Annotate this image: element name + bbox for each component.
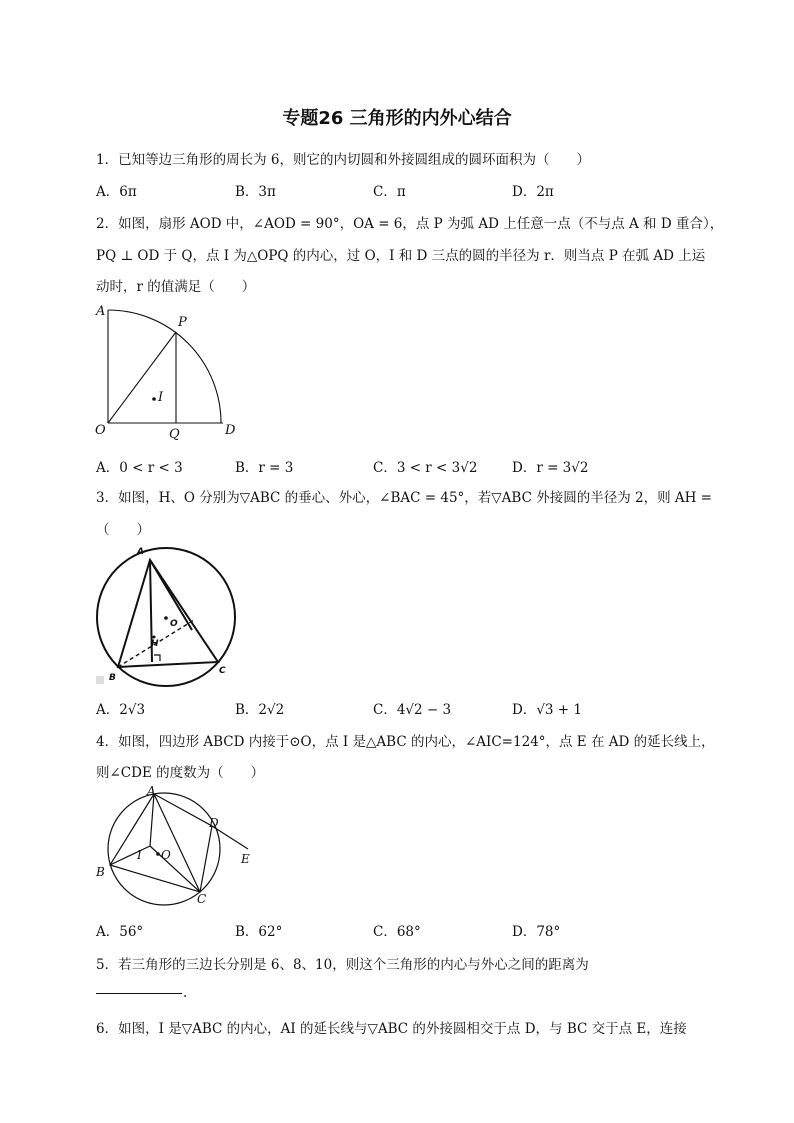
q2-label-q: Q bbox=[169, 427, 180, 442]
q4-label-o: O bbox=[161, 848, 171, 862]
q3-option-d: D．√3 + 1 bbox=[512, 702, 582, 718]
q1-option-c: C．π bbox=[373, 184, 406, 200]
page-title: 专题26 三角形的内外心结合 bbox=[282, 108, 512, 129]
q3-line-1: 3．如图，H、O 分别为▽ABC 的垂心、外心，∠BAC = 45°，若▽ABC 外接圆的半径为 2，则 AH = bbox=[96, 490, 712, 506]
q4-option-c: C．68° bbox=[373, 924, 421, 940]
q4-label-d: D bbox=[209, 816, 219, 830]
q2-point-i bbox=[152, 397, 156, 401]
q4-circle-figure bbox=[94, 785, 258, 907]
q5-stem: 5．若三角形的三边长分别是 6、8、10，则这个三角形的内心与外心之间的距离为 bbox=[96, 957, 589, 973]
q3-label-h: H bbox=[151, 639, 159, 649]
q2-label-i: I bbox=[158, 390, 164, 405]
q4-segment-ai bbox=[150, 794, 154, 846]
q6-stem: 6．如图，I 是▽ABC 的内心，AI 的延长线与▽ABC 的外接圆相交于点 D，与 BC 交于点 E，连接 bbox=[96, 1021, 687, 1037]
q3-label-c: C bbox=[219, 666, 226, 676]
q4-label-i: I bbox=[137, 848, 142, 862]
q4-label-a: A bbox=[147, 785, 156, 798]
q2-label-p: P bbox=[178, 315, 187, 330]
q3-right-angle-mark bbox=[154, 655, 160, 661]
q2-label-o: O bbox=[95, 423, 106, 438]
q3-option-a: A．2√3 bbox=[96, 702, 146, 718]
q3-label-o: O bbox=[170, 619, 178, 629]
q4-point-o bbox=[156, 852, 160, 856]
q2-segment-op bbox=[108, 332, 176, 423]
q4-diagonal-ac bbox=[154, 794, 200, 892]
q3-point-o bbox=[164, 616, 168, 620]
q1-option-b: B．3π bbox=[235, 184, 276, 200]
q2-line-1: 2．如图，扇形 AOD 中，∠AOD = 90°，OA = 6，点 P 为弧 AD 上任意一点（不与点 A 和 D 重合）， bbox=[96, 216, 724, 232]
q4-label-e: E bbox=[241, 852, 250, 866]
q2-label-d: D bbox=[225, 423, 236, 438]
q2-line-2: PQ ⊥ OD 于 Q，点 I 为△OPQ 的内心，过 O，I 和 D 三点的圆的半径为 r．则当点 P 在弧 AD 上运 bbox=[96, 248, 706, 264]
q3-circle-figure bbox=[94, 542, 240, 688]
q2-option-b: B．r = 3 bbox=[235, 460, 294, 476]
q3-label-a: A bbox=[137, 547, 144, 557]
q4-option-a: A．56° bbox=[96, 924, 144, 940]
q4-option-b: B．62° bbox=[235, 924, 283, 940]
q4-option-d: D．78° bbox=[512, 924, 561, 940]
q3-option-b: B．2√2 bbox=[235, 702, 285, 718]
q4-line-1: 4．如图，四边形 ABCD 内接于⊙O，点 I 是△ABC 的内心，∠AIC=124°，点 E 在 AD 的延长线上， bbox=[96, 734, 715, 750]
q2-sector-figure bbox=[94, 300, 244, 442]
q2-label-a: A bbox=[96, 304, 106, 319]
q5-end-period: . bbox=[183, 985, 188, 1001]
q2-option-d: D．r = 3√2 bbox=[512, 460, 589, 476]
q4-line-2: 则∠CDE 的度数为（ ） bbox=[96, 765, 265, 781]
q3-line-2: （ ） bbox=[96, 522, 150, 538]
q2-arc-ad bbox=[108, 310, 221, 423]
q1-stem: 1．已知等边三角形的周长为 6，则它的内切圆和外接圆组成的圆环面积为（ ） bbox=[96, 152, 590, 168]
q3-label-b: B bbox=[109, 673, 116, 683]
q3-scan-mark bbox=[96, 676, 104, 684]
q4-label-c: C bbox=[197, 892, 207, 906]
q3-triangle-abc bbox=[118, 560, 218, 667]
q1-option-a: A．6π bbox=[96, 184, 137, 200]
q2-option-c: C．3 < r < 3√2 bbox=[373, 460, 478, 476]
q3-option-c: C．4√2 − 3 bbox=[373, 702, 452, 718]
q1-option-d: D．2π bbox=[512, 184, 554, 200]
q5-answer-blank bbox=[96, 993, 182, 994]
q2-line-3: 动时，r 的值满足（ ） bbox=[96, 279, 256, 295]
q4-label-b: B bbox=[96, 865, 105, 879]
q2-option-a: A．0 < r < 3 bbox=[96, 460, 183, 476]
